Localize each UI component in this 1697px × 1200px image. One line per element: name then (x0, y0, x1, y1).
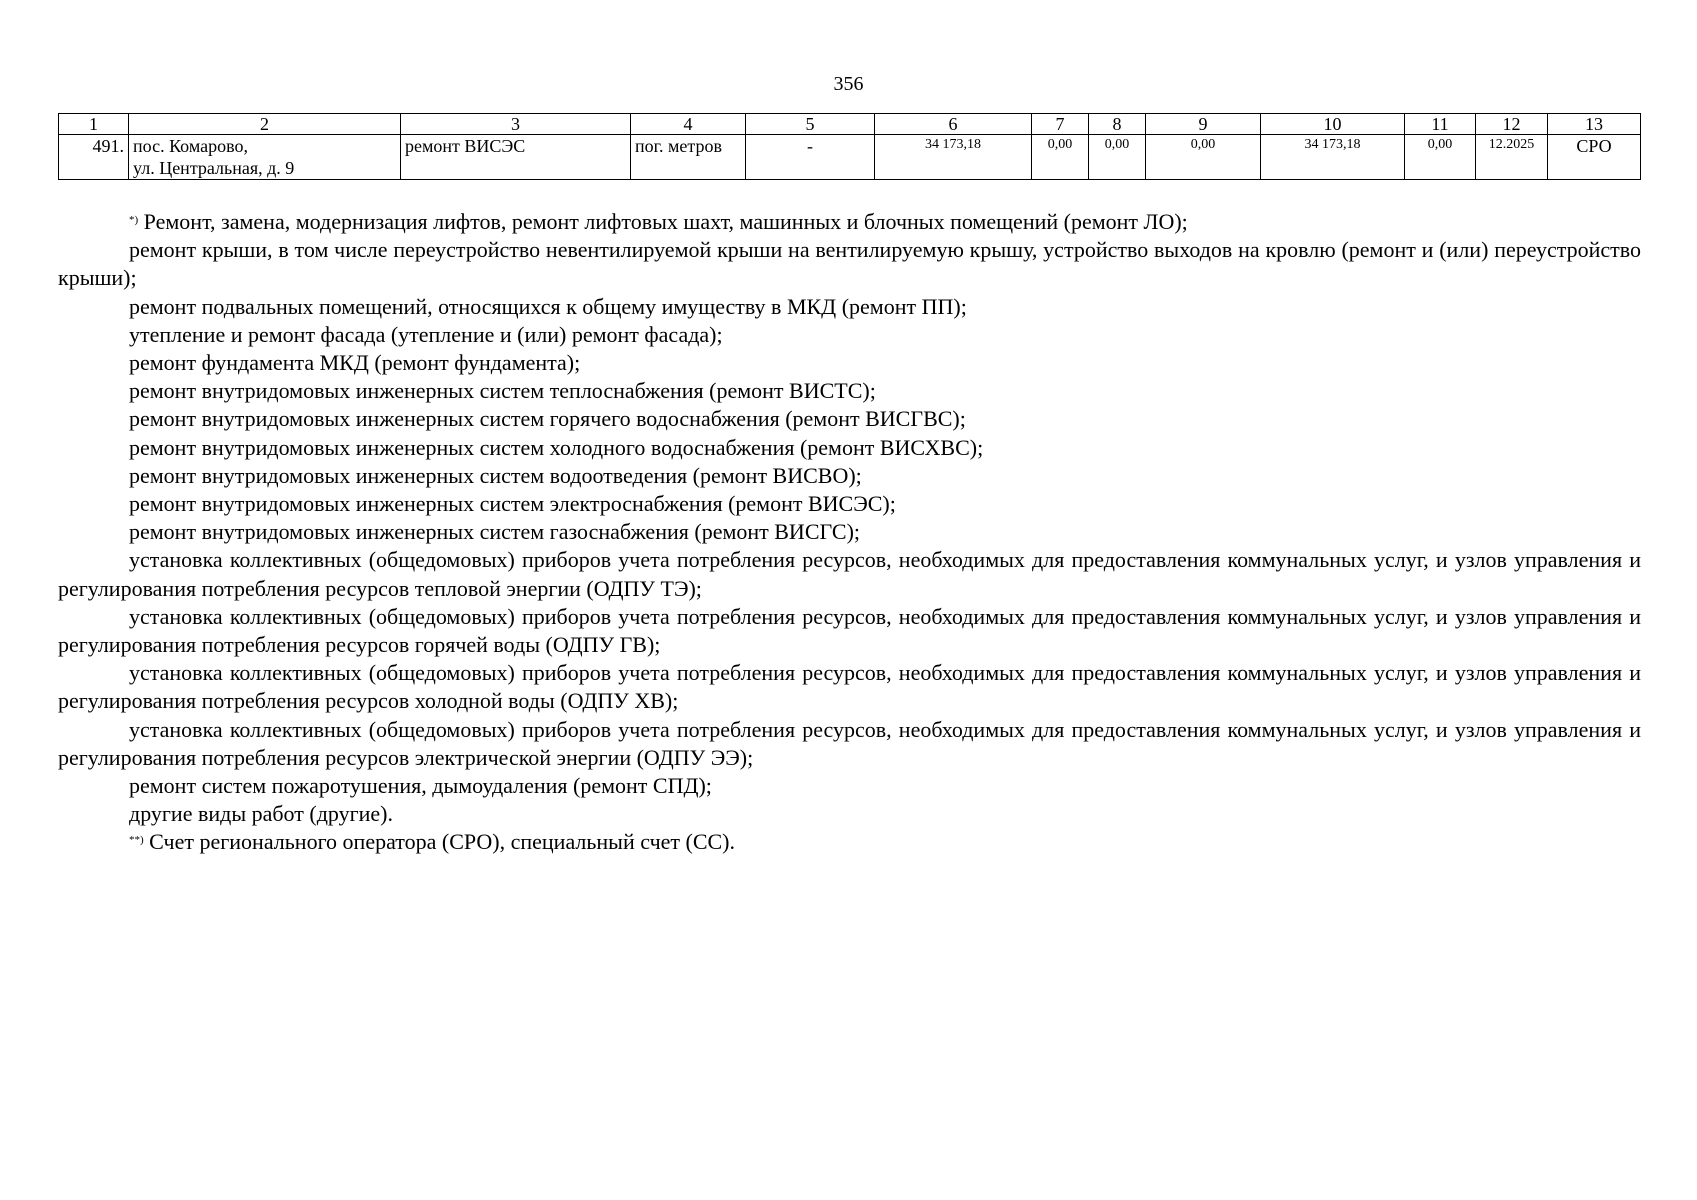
column-header: 7 (1032, 114, 1089, 135)
footnote-paragraph: утепление и ремонт фасада (утепление и (или) ремонт фасада); (129, 321, 723, 347)
footnote-paragraph: ремонт внутридомовых инженерных систем газоснабжения (ремонт ВИСГС); (129, 519, 861, 545)
column-header: 9 (1146, 114, 1261, 135)
column-header: 8 (1089, 114, 1146, 135)
footnote-paragraph: ремонт крыши, в том числе переустройство невентилируемой крыши на вентилируемую крышу, устройство выходов на кровлю (ремонт и (или) переустройство крыши); (58, 237, 1641, 291)
deadline-cell: 12.2025 (1476, 135, 1548, 180)
footnotes (58, 208, 1641, 857)
table-header-row (59, 114, 1641, 135)
footnote-paragraph: ремонт подвальных помещений, относящихся к общему имуществу в МКД (ремонт ПП); (129, 293, 967, 319)
cost-cell-11: 0,00 (1405, 135, 1476, 180)
footnote-paragraph: установка коллективных (общедомовых) приборов учета потребления ресурсов, необходимых для предоставления коммунальных услуг, и узлов управления и регулирования потребления ресурсов горячей воды (ОДПУ ГВ); (58, 603, 1641, 658)
column-header: 1 (59, 114, 129, 135)
cost-cell-7: 0,00 (1032, 135, 1089, 180)
footnote-paragraph: установка коллективных (общедомовых) приборов учета потребления ресурсов, необходимых для предоставления коммунальных услуг, и узлов управления и регулирования потребления ресурсов электрической энергии (ОДПУ ЭЭ); (58, 716, 1641, 770)
work-table (58, 113, 1641, 180)
footnote-paragraph: ремонт внутридомовых инженерных систем теплоснабжения (ремонт ВИСТС); (129, 378, 876, 404)
column-header: 4 (631, 114, 746, 135)
column-header: 12 (1476, 114, 1548, 135)
row-number: 491. (59, 135, 129, 180)
footnote-text: Ремонт, замена, модернизация лифтов, ремонт лифтовых шахт, машинных и блочных помещений (ремонт ЛО); (138, 209, 1188, 234)
footnote-paragraph: ремонт внутридомовых инженерных систем горячего водоснабжения (ремонт ВИСГВС); (129, 406, 966, 432)
cost-cell-8: 0,00 (1089, 135, 1146, 180)
footnote-paragraph: другие виды работ (другие). (129, 801, 393, 827)
work-type-cell: ремонт ВИСЭС (401, 135, 631, 180)
footnote-paragraph: установка коллективных (общедомовых) приборов учета потребления ресурсов, необходимых для предоставления коммунальных услуг, и узлов управления и регулирования потребления ресурсов тепловой энергии (ОДПУ ТЭ); (58, 547, 1641, 601)
address-cell (129, 135, 401, 180)
footnote-paragraph: ремонт систем пожаротушения, дымоудаления (ремонт СПД); (129, 773, 712, 799)
footnote-paragraph: ремонт внутридомовых инженерных систем водоотведения (ремонт ВИСВО); (129, 462, 862, 488)
column-header: 10 (1261, 114, 1405, 135)
page-number: 356 (833, 73, 864, 95)
address-line-street: ул. Центральная, д. 9 (133, 158, 295, 178)
cost-cell-10: 34 173,18 (1261, 135, 1405, 180)
footnote-text: Счет регионального оператора (СРО), специальный счет (СС). (143, 829, 736, 855)
column-header: 11 (1405, 114, 1476, 135)
address-line-settlement: пос. Комарово, (133, 136, 248, 156)
volume-cell: - (746, 135, 875, 180)
total-cost-cell: 34 173,18 (875, 135, 1032, 180)
footnote-paragraph: ремонт внутридомовых инженерных систем электроснабжения (ремонт ВИСЭС); (129, 491, 896, 517)
footnote-paragraph (58, 828, 1641, 856)
column-header: 2 (129, 114, 401, 135)
table-row (59, 135, 1641, 180)
footnote-paragraph (58, 208, 1641, 236)
unit-cell: пог. метров (631, 135, 746, 180)
column-header: 3 (401, 114, 631, 135)
footnote-paragraph: установка коллективных (общедомовых) приборов учета потребления ресурсов, необходимых для предоставления коммунальных услуг, и узлов управления и регулирования потребления ресурсов холодной воды (ОДПУ ХВ); (58, 660, 1641, 714)
footnote-mark: **) (129, 834, 144, 847)
funding-method-cell: СРО (1548, 135, 1641, 180)
column-header: 5 (746, 114, 875, 135)
footnote-mark: *) (129, 214, 139, 226)
column-header: 13 (1548, 114, 1641, 135)
footnote-paragraph: ремонт внутридомовых инженерных систем холодного водоснабжения (ремонт ВИСХВС); (129, 434, 984, 460)
cost-cell-9: 0,00 (1146, 135, 1261, 180)
footnote-paragraph: ремонт фундамента МКД (ремонт фундамента); (129, 350, 581, 376)
column-header: 6 (875, 114, 1032, 135)
